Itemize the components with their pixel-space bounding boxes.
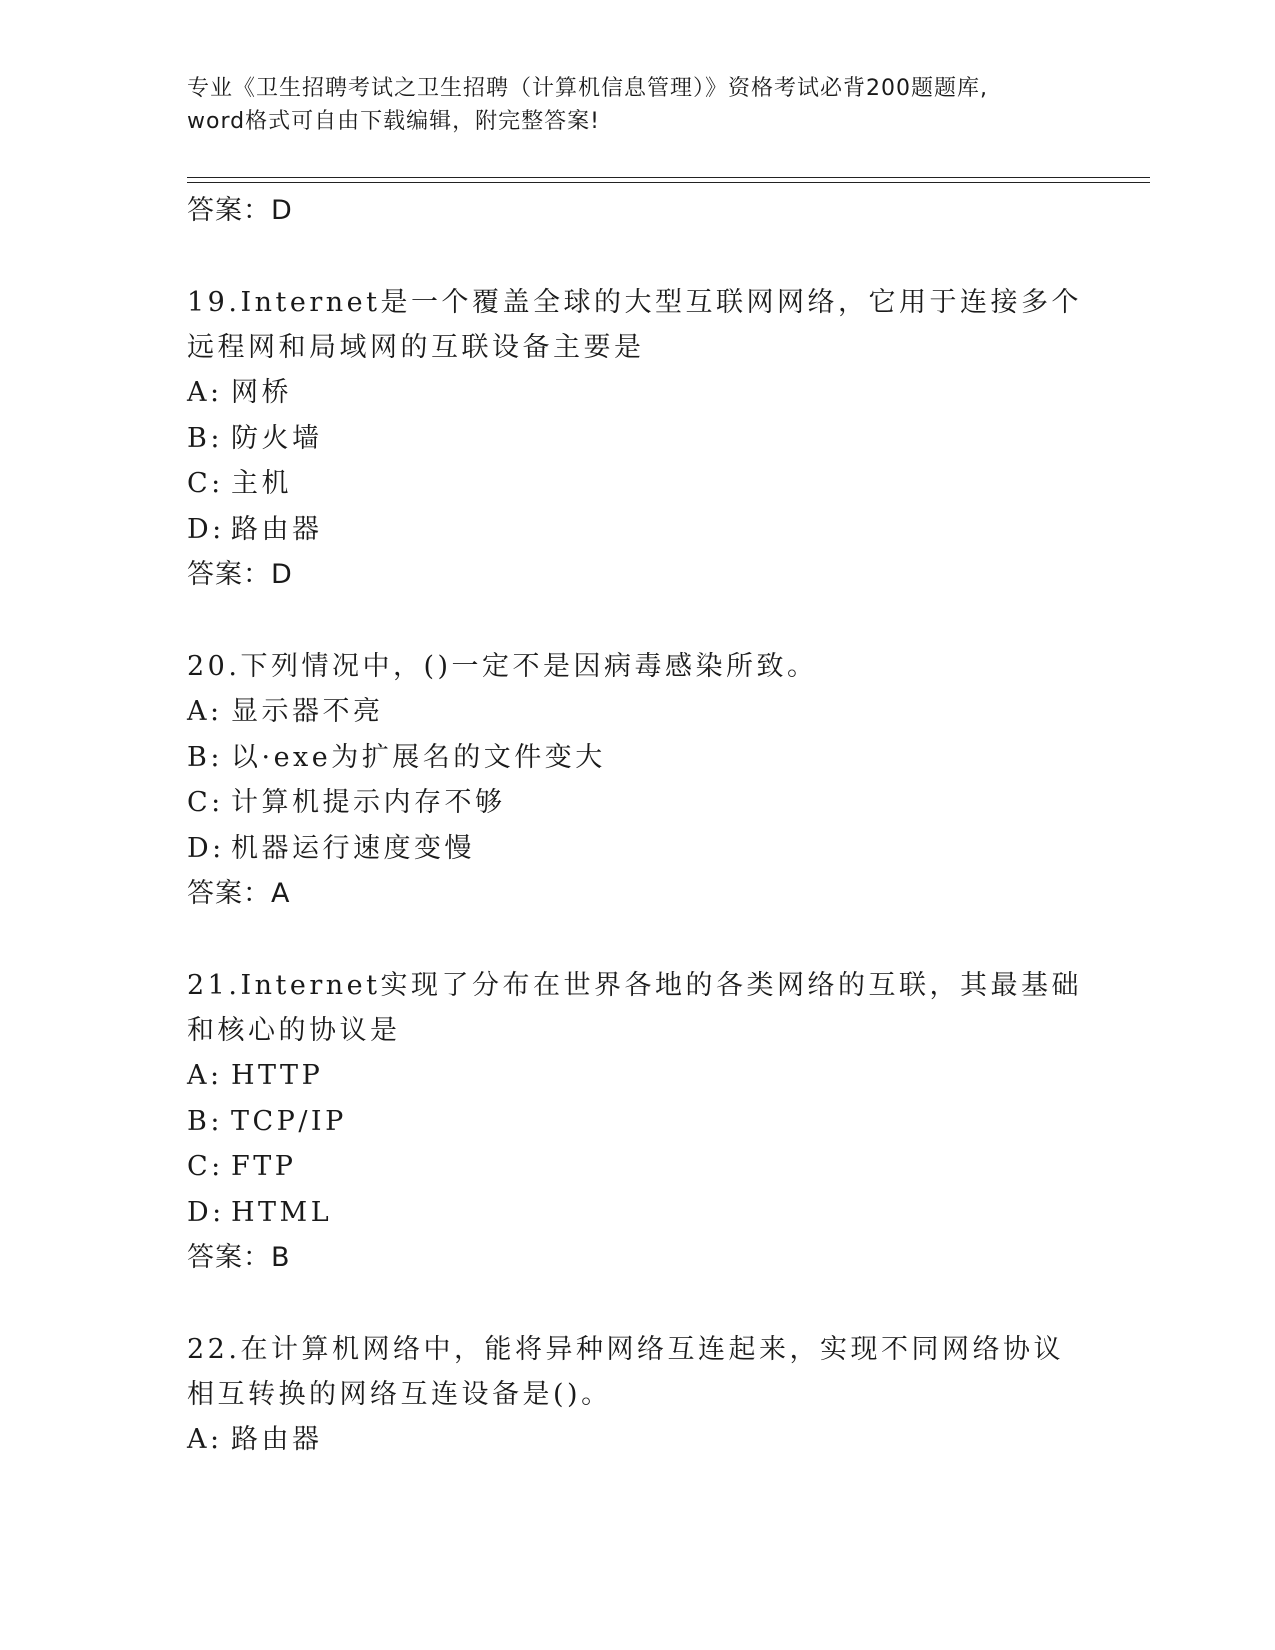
option-letter: C: (187, 468, 224, 499)
option-text: TCP/IP (231, 1105, 347, 1137)
option-text: 计算机提示内存不够 (231, 787, 506, 818)
option-a (187, 689, 1087, 735)
header-divider-bottom (187, 182, 1150, 183)
option-letter: A: (187, 696, 223, 727)
header-line-1: 专业《卫生招聘考试之卫生招聘（计算机信息管理）》资格考试必背200题题库, (187, 76, 988, 101)
question-text: 20.下列情况中，()一定不是因病毒感染所致。 (187, 651, 818, 682)
question-20 (187, 644, 1087, 917)
option-letter: B: (187, 1105, 223, 1137)
question-22 (187, 1327, 1087, 1463)
answer-line: 答案：B (187, 1242, 291, 1273)
option-a (187, 1053, 1087, 1099)
option-text: 防火墙 (231, 422, 323, 454)
option-letter: D: (187, 832, 225, 864)
option-text: 主机 (231, 468, 292, 499)
option-letter: A: (187, 377, 223, 408)
option-letter: B: (187, 422, 223, 454)
answer-line: 答案：A (187, 878, 291, 909)
question-19 (187, 280, 1087, 598)
option-letter: B: (187, 741, 223, 773)
option-b (187, 416, 1087, 462)
option-letter: D: (187, 513, 225, 545)
option-letter: D: (187, 1196, 225, 1228)
question-text: 21.Internet实现了分布在世界各地的各类网络的互联，其最基础和核心的协议是 (187, 970, 1082, 1046)
option-text: 机器运行速度变慢 (231, 832, 475, 864)
header-divider-top (187, 177, 1150, 178)
option-a (187, 1417, 1087, 1463)
option-c (187, 1144, 1087, 1190)
option-c (187, 780, 1087, 826)
option-text: 显示器不亮 (231, 696, 384, 727)
option-text: 路由器 (231, 1424, 323, 1455)
option-d (187, 826, 1087, 872)
option-letter: C: (187, 787, 224, 818)
header-line-2: word格式可自由下载编辑，附完整答案! (187, 109, 600, 134)
option-b (187, 1099, 1087, 1145)
option-letter: A: (187, 1424, 223, 1455)
option-a (187, 370, 1087, 416)
question-text: 19.Internet是一个覆盖全球的大型互联网网络，它用于连接多个远程网和局域网的互联设备主要是 (187, 287, 1082, 363)
answer-line: 答案：D (187, 195, 293, 226)
option-d (187, 507, 1087, 553)
option-text: FTP (231, 1151, 297, 1182)
answer-line: 答案：D (187, 559, 293, 590)
option-b (187, 735, 1087, 781)
question-21 (187, 963, 1087, 1281)
option-letter: A: (187, 1060, 223, 1091)
option-text: 网桥 (231, 377, 292, 408)
option-d (187, 1190, 1087, 1236)
option-text: 路由器 (231, 513, 323, 545)
option-text: 以·exe为扩展名的文件变大 (231, 741, 606, 773)
option-letter: C: (187, 1151, 224, 1182)
document-header (187, 72, 1087, 138)
question-list (187, 188, 1087, 1463)
option-c (187, 461, 1087, 507)
question-text: 22.在计算机网络中，能将异种网络互连起来，实现不同网络协议相互转换的网络互连设备是()。 (187, 1334, 1064, 1410)
option-text: HTTP (231, 1060, 324, 1091)
option-text: HTML (231, 1196, 333, 1228)
